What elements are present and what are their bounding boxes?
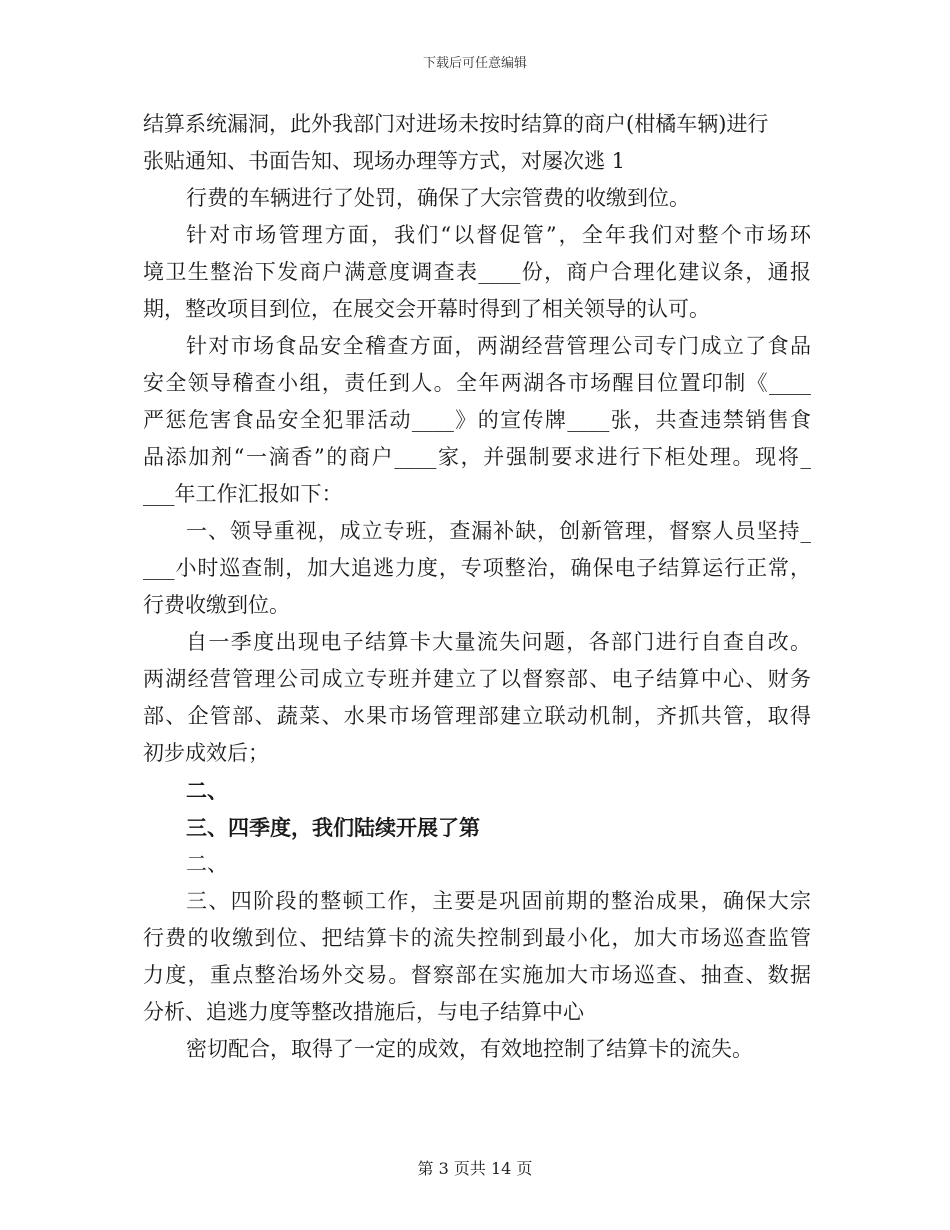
text-line: 密切配合，取得了一定的成效，有效地控制了结算卡的流失。 (186, 1037, 753, 1061)
text-line: 二、 (186, 852, 228, 876)
text-line: 一、领导重视，成立专班，查漏补缺，创新管理，督察人员坚持_ (186, 519, 811, 543)
text-line: 针对市场食品安全稽查方面，两湖经营管理公司专门成立了食品 (186, 334, 811, 358)
text-line: 力度，重点整治场外交易。督察部在实施加大市场巡查、抽查、数据 (143, 963, 811, 987)
text-line: 初步成效后； (143, 741, 269, 765)
text-line: 三、四阶段的整顿工作，主要是巩固前期的整治成果，确保大宗 (186, 889, 811, 913)
document-body (143, 106, 811, 1068)
text-line: 行费的车辆进行了处罚，确保了大宗管费的收缴到位。 (186, 186, 690, 210)
text-line: 部、企管部、蔬菜、水果市场管理部建立联动机制，齐抓共管，取得 (143, 704, 811, 728)
section-heading: 三、四季度，我们陆续开展了第 (186, 815, 480, 840)
text-line: 安全领导稽查小组，责任到人。全年两湖各市场醒目位置印制《____ (143, 371, 811, 395)
text-line: 行费的收缴到位、把结算卡的流失控制到最小化，加大市场巡查监管 (143, 926, 811, 950)
text-line: 张贴通知、书面告知、现场办理等方式，对屡次逃 1 (143, 149, 626, 173)
text-line: 自一季度出现电子结算卡大量流失问题，各部门进行自查自改。 (186, 630, 811, 654)
text-line: 结算系统漏洞，此外我部门对进场未按时结算的商户(柑橘车辆)进行 (143, 112, 769, 136)
text-line: 严惩危害食品安全犯罪活动____》的宣传牌____张，共查违禁销售食 (143, 408, 811, 432)
text-line: 品添加剂“一滴香”的商户____家，并强制要求进行下柜处理。现将_ (143, 445, 811, 469)
text-line: 两湖经营管理公司成立专班并建立了以督察部、电子结算中心、财务 (143, 667, 811, 691)
page-number: 第 3 页共 14 页 (417, 1159, 533, 1178)
text-line: 分析、追逃力度等整改措施后，与电子结算中心 (143, 1000, 584, 1024)
text-line: 期，整改项目到位，在展交会开幕时得到了相关领导的认可。 (143, 297, 710, 321)
text-line: 境卫生整治下发商户满意度调查表____份，商户合理化建议条，通报 (143, 260, 811, 284)
section-heading: 二、 (186, 778, 228, 803)
text-line: 针对市场管理方面，我们“以督促管”，全年我们对整个市场环 (186, 223, 811, 247)
text-line: 行费收缴到位。 (143, 593, 290, 617)
text-line: ___年工作汇报如下： (143, 482, 343, 506)
text-line: ___小时巡查制，加大追逃力度，专项整治，确保电子结算运行正常， (143, 556, 811, 580)
page-header: 下载后可任意编辑 (422, 56, 527, 71)
